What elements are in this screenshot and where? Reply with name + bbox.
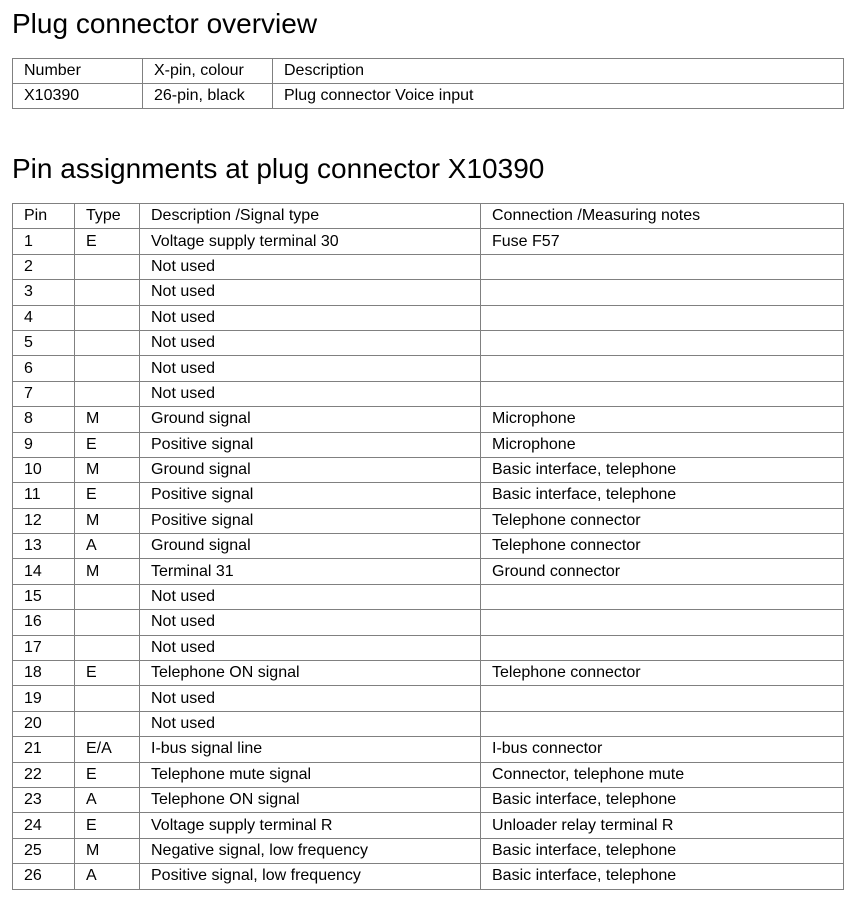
- table-row: [13, 280, 844, 305]
- pin-connection-cell: [481, 280, 844, 305]
- table-row: [13, 432, 844, 457]
- pin-type-cell: A: [75, 864, 140, 889]
- pin-type-cell: M: [75, 407, 140, 432]
- pin-connection-cell: [481, 711, 844, 736]
- table-row: [13, 534, 844, 559]
- pin-description-cell: Not used: [140, 280, 481, 305]
- pin-number-cell: 10: [13, 457, 75, 482]
- pin-connection-cell: I-bus connector: [481, 737, 844, 762]
- table-row: [13, 864, 844, 889]
- pin-description-cell: Telephone ON signal: [140, 661, 481, 686]
- pin-description-cell: Positive signal: [140, 508, 481, 533]
- pin-number-cell: 14: [13, 559, 75, 584]
- pin-connection-cell: Fuse F57: [481, 229, 844, 254]
- pin-description-cell: Not used: [140, 330, 481, 355]
- pin-number-cell: 13: [13, 534, 75, 559]
- pin-connection-cell: Microphone: [481, 407, 844, 432]
- pin-type-cell: [75, 584, 140, 609]
- pin-description-cell: Ground signal: [140, 407, 481, 432]
- pin-type-cell: E: [75, 432, 140, 457]
- pin-connection-cell: [481, 381, 844, 406]
- pin-connection-cell: Basic interface, telephone: [481, 838, 844, 863]
- pin-type-cell: A: [75, 534, 140, 559]
- pin-connection-cell: Connector, telephone mute: [481, 762, 844, 787]
- overview-xpin-cell: 26-pin, black: [143, 84, 273, 109]
- pin-number-cell: 16: [13, 610, 75, 635]
- table-row: [13, 229, 844, 254]
- pin-type-cell: [75, 356, 140, 381]
- pin-header-type: Type: [75, 204, 140, 229]
- table-row: [13, 838, 844, 863]
- table-row: [13, 711, 844, 736]
- pin-type-cell: [75, 610, 140, 635]
- pin-assignments-title: Pin assignments at plug connector X10390: [12, 153, 545, 184]
- pin-number-cell: 19: [13, 686, 75, 711]
- pin-number-cell: 17: [13, 635, 75, 660]
- pin-number-cell: 1: [13, 229, 75, 254]
- pin-type-cell: [75, 381, 140, 406]
- pin-number-cell: 18: [13, 661, 75, 686]
- pin-connection-cell: [481, 584, 844, 609]
- table-row: [13, 254, 844, 279]
- pin-number-cell: 8: [13, 407, 75, 432]
- pin-connection-cell: [481, 686, 844, 711]
- table-row: [13, 483, 844, 508]
- overview-table: [12, 58, 844, 109]
- table-row: [13, 584, 844, 609]
- pin-description-cell: Not used: [140, 356, 481, 381]
- pin-number-cell: 22: [13, 762, 75, 787]
- pin-number-cell: 7: [13, 381, 75, 406]
- pin-type-cell: E: [75, 813, 140, 838]
- pin-number-cell: 26: [13, 864, 75, 889]
- table-row: [13, 610, 844, 635]
- overview-row: [13, 84, 844, 109]
- pin-connection-cell: [481, 356, 844, 381]
- pin-description-cell: Ground signal: [140, 457, 481, 482]
- pin-type-cell: [75, 305, 140, 330]
- pin-type-cell: A: [75, 787, 140, 812]
- table-row: [13, 356, 844, 381]
- overview-description-cell: Plug connector Voice input: [273, 84, 844, 109]
- pin-description-cell: Ground signal: [140, 534, 481, 559]
- pin-number-cell: 9: [13, 432, 75, 457]
- table-row: [13, 635, 844, 660]
- pin-header-connection: Connection /Measuring notes: [481, 204, 844, 229]
- overview-title: Plug connector overview: [12, 8, 318, 39]
- overview-number-cell: X10390: [13, 84, 143, 109]
- pin-type-cell: E: [75, 229, 140, 254]
- pin-connection-cell: [481, 635, 844, 660]
- pin-type-cell: E: [75, 483, 140, 508]
- pin-connection-cell: Basic interface, telephone: [481, 457, 844, 482]
- pin-type-cell: E: [75, 661, 140, 686]
- pin-connection-cell: Basic interface, telephone: [481, 864, 844, 889]
- pin-type-cell: [75, 711, 140, 736]
- pin-number-cell: 20: [13, 711, 75, 736]
- pin-connection-cell: [481, 610, 844, 635]
- pin-description-cell: Telephone ON signal: [140, 787, 481, 812]
- table-row: [13, 559, 844, 584]
- pin-description-cell: Voltage supply terminal R: [140, 813, 481, 838]
- table-row: [13, 305, 844, 330]
- table-row: [13, 381, 844, 406]
- pin-type-cell: [75, 635, 140, 660]
- pin-connection-cell: [481, 254, 844, 279]
- pin-connection-cell: Telephone connector: [481, 508, 844, 533]
- pin-number-cell: 6: [13, 356, 75, 381]
- pin-number-cell: 11: [13, 483, 75, 508]
- pin-type-cell: M: [75, 559, 140, 584]
- overview-header-description: Description: [273, 59, 844, 84]
- table-row: [13, 813, 844, 838]
- table-row: [13, 407, 844, 432]
- pin-connection-cell: [481, 330, 844, 355]
- pin-number-cell: 24: [13, 813, 75, 838]
- pin-description-cell: Positive signal, low frequency: [140, 864, 481, 889]
- pin-type-cell: E/A: [75, 737, 140, 762]
- pin-type-cell: M: [75, 457, 140, 482]
- pin-description-cell: Not used: [140, 305, 481, 330]
- pin-number-cell: 23: [13, 787, 75, 812]
- pin-description-cell: Telephone mute signal: [140, 762, 481, 787]
- overview-header-xpin: X-pin, colour: [143, 59, 273, 84]
- overview-header-number: Number: [13, 59, 143, 84]
- pin-connection-cell: Basic interface, telephone: [481, 483, 844, 508]
- pin-number-cell: 5: [13, 330, 75, 355]
- table-row: [13, 762, 844, 787]
- pin-connection-cell: Unloader relay terminal R: [481, 813, 844, 838]
- pin-connection-cell: Telephone connector: [481, 661, 844, 686]
- pin-type-cell: E: [75, 762, 140, 787]
- pin-description-cell: Negative signal, low frequency: [140, 838, 481, 863]
- pin-type-cell: [75, 686, 140, 711]
- table-row: [13, 330, 844, 355]
- pin-type-cell: [75, 330, 140, 355]
- pin-number-cell: 25: [13, 838, 75, 863]
- pin-type-cell: [75, 254, 140, 279]
- pin-description-cell: Not used: [140, 610, 481, 635]
- pin-connection-cell: Telephone connector: [481, 534, 844, 559]
- pin-header-description: Description /Signal type: [140, 204, 481, 229]
- table-row: [13, 508, 844, 533]
- pin-number-cell: 21: [13, 737, 75, 762]
- pin-description-cell: Not used: [140, 381, 481, 406]
- pin-description-cell: Voltage supply terminal 30: [140, 229, 481, 254]
- pin-number-cell: 12: [13, 508, 75, 533]
- pin-description-cell: Not used: [140, 635, 481, 660]
- table-row: [13, 737, 844, 762]
- pin-type-cell: M: [75, 838, 140, 863]
- overview-header-row: [13, 59, 844, 84]
- pin-number-cell: 15: [13, 584, 75, 609]
- table-row: [13, 686, 844, 711]
- pin-connection-cell: Basic interface, telephone: [481, 787, 844, 812]
- pin-description-cell: Not used: [140, 686, 481, 711]
- table-row: [13, 457, 844, 482]
- pin-connection-cell: Ground connector: [481, 559, 844, 584]
- table-row: [13, 661, 844, 686]
- pin-description-cell: Not used: [140, 254, 481, 279]
- pin-connection-cell: Microphone: [481, 432, 844, 457]
- pin-number-cell: 4: [13, 305, 75, 330]
- pin-number-cell: 2: [13, 254, 75, 279]
- pin-description-cell: I-bus signal line: [140, 737, 481, 762]
- pin-description-cell: Positive signal: [140, 483, 481, 508]
- pin-type-cell: [75, 280, 140, 305]
- pin-header-row: [13, 204, 844, 229]
- table-row: [13, 787, 844, 812]
- pin-assignments-table: [12, 203, 844, 890]
- pin-description-cell: Positive signal: [140, 432, 481, 457]
- pin-number-cell: 3: [13, 280, 75, 305]
- pin-description-cell: Not used: [140, 584, 481, 609]
- pin-connection-cell: [481, 305, 844, 330]
- pin-type-cell: M: [75, 508, 140, 533]
- pin-description-cell: Not used: [140, 711, 481, 736]
- pin-description-cell: Terminal 31: [140, 559, 481, 584]
- pin-header-pin: Pin: [13, 204, 75, 229]
